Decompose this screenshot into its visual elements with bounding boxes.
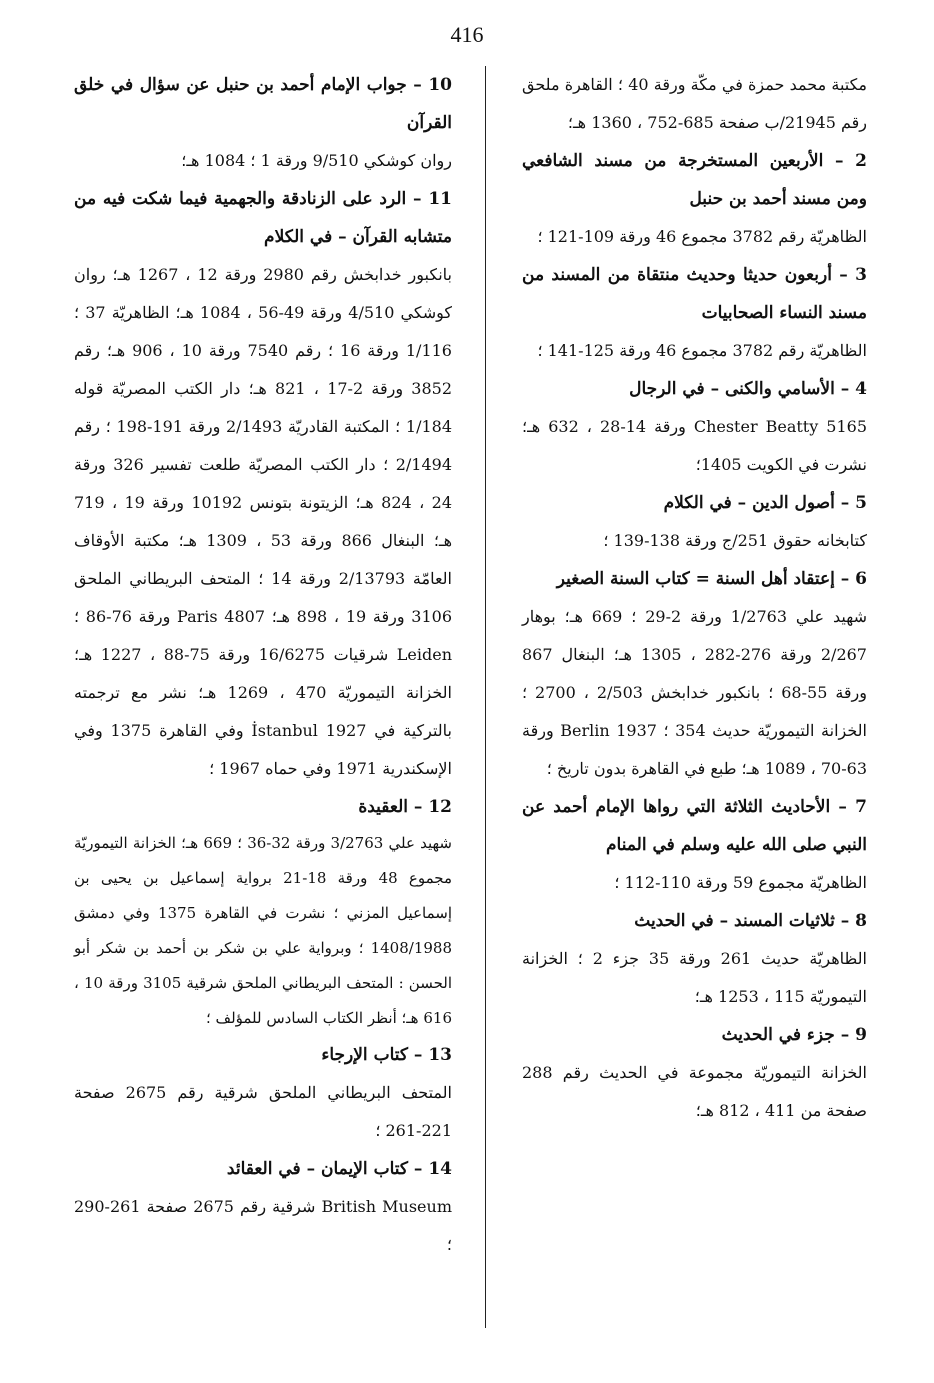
column-divider [485, 66, 486, 1328]
entry-14 [74, 1150, 452, 1264]
entry-body: Chester Beatty 5165 ورقة 14-28 ، 632 هـ؛ نشرت في الكويت 1405؛ [522, 417, 868, 474]
entry-heading: 4 – الأسامي والكنى – في الرجال [629, 379, 867, 399]
right-column [522, 66, 867, 1130]
entry-heading: 11 – الرد على الزنادقة والجهمية فيما شكت فيه من متشابه القرآن – في الكلام [74, 189, 452, 247]
entry-body: British Museum شرقية رقم 2675 صفحة 261-290 ؛ [74, 1197, 452, 1254]
entry-heading: 12 – العقيدة [358, 797, 452, 817]
entry-heading: 6 – إعتقاد أهل السنة = كتاب السنة الصغير [556, 569, 867, 589]
entry-body: المتحف البريطاني الملحق شرقية رقم 2675 صفحة 221-261 ؛ [74, 1083, 452, 1140]
entry-body: الظاهريّة حديث 261 ورقة 35 جزء 2 ؛ الخزانة التيموريّة 115 ، 1253 هـ؛ [522, 949, 867, 1006]
entry-13 [74, 1036, 452, 1150]
entry-6 [522, 560, 867, 788]
entry-body: الظاهريّة مجموع 59 ورقة 110-112 ؛ [614, 873, 867, 892]
entry-heading: 5 – أصول الدين – في الكلام [663, 493, 867, 513]
entry-7 [522, 788, 867, 902]
entry-continued [522, 66, 867, 142]
entry-11 [74, 180, 452, 788]
entry-body: الخزانة التيموريّة مجموعة في الحديث رقم 288 صفحة من 411 ، 812 هـ؛ [522, 1063, 867, 1120]
entry-2 [522, 142, 867, 256]
entry-body: كتابخانه حقوق 251/ج ورقة 138-139 ؛ [603, 531, 867, 550]
entry-heading: 13 – كتاب الإرجاء [321, 1045, 452, 1065]
entry-9 [522, 1016, 867, 1130]
entry-10 [74, 66, 452, 180]
entry-heading: 9 – جزء في الحديث [721, 1025, 867, 1045]
entry-heading: 8 – ثلاثيات المسند – في الحديث [634, 911, 867, 931]
entry-body: الظاهريّة رقم 3782 مجموع 46 ورقة 109-121 ؛ [537, 227, 867, 246]
entry-heading: 14 – كتاب الإيمان – في العقائد [226, 1159, 452, 1179]
entry-body: شهيد علي 1/2763 ورقة 2-29 ؛ 669 هـ؛ بوهار 2/267 ورقة 276-282 ، 1305 هـ؛ البنغال 867 ورقة 55-68 ؛ بانكبور خدابخش 2/503 ، 2700 ؛ الخزانة التيموريّة حديث 354 ؛ Berlin 1937 ورقة 63-70 ، 1089 هـ؛ طبع في القاهرة بدون تاريخ ؛ [522, 607, 868, 778]
entry-heading: 7 – الأحاديث الثلاثة التي رواها الإمام أحمد عن النبي صلى الله عليه وسلم في المنام [522, 797, 867, 855]
entry-4 [522, 370, 867, 484]
entry-3 [522, 256, 867, 370]
entry-body: بانكبور خدابخش رقم 2980 ورقة 12 ، 1267 هـ؛ روان كوشكي 4/510 ورقة 49-56 ، 1084 هـ؛ الظاهريّة 37 ؛ 1/116 ورقة 16 ؛ رقم 7540 ورقة 10 ، 906 هـ؛ رقم 3852 ورقة 2-17 ، 821 هـ؛ دار الكتب المصريّة قوله 1/184 ؛ المكتبة القادريّة 2/1493 ورقة 191-198 ؛ رقم 2/1494 ؛ دار الكتب المصريّة طلعت تفسير 326 ورقة 24 ، 824 هـ؛ الزيتونة بتونس 10192 ورقة 19 ، 719 هـ؛ البنغال 866 ورقة 53 ، 1309 هـ؛ مكتبة الأوقاف العامّة 2/13793 ورقة 14 ؛ المتحف البريطاني الملحق 3106 ورقة 19 ، 898 هـ؛ Paris 4807 ورقة 76-86 ؛ Leiden شرقيات 16/6275 ورقة 75-88 ، 1227 هـ؛ الخزانة التيموريّة 470 ، 1269 هـ؛ نشر مع ترجمته بالتركية في İstanbul 1927 وفي القاهرة 1375 وفي الإسكندرية 1971 وفي حماه 1967 ؛ [74, 265, 453, 778]
entry-body: روان كوشكي 9/510 ورقة 1 ؛ 1084 هـ؛ [181, 151, 452, 170]
entry-heading: 3 – أربعون حديثا وحديث منتقاة من المسند من مسند النساء الصحابيات [522, 265, 867, 323]
entry-body: شهيد علي 3/2763 ورقة 32-36 ؛ 669 هـ؛ الخزانة التيموريّة مجموع 48 ورقة 18-21 برواية إسماعيل بن يحيى بن إسماعيل المزني ؛ نشرت في القاهرة 1375 وفي دمشق 1408/1988 ؛ وبرواية علي بن شكر بن أحمد بن شكر أبو الحسن : المتحف البريطاني الملحق شرقية 3105 ورقة 10 ، 616 هـ؛ أنظر الكتاب السادس للمؤلف ؛ [74, 834, 452, 1027]
entry-5 [522, 484, 867, 560]
entry-heading: 2 – الأربعين المستخرجة من مسند الشافعي ومن مسند أحمد بن حنبل [522, 151, 867, 209]
page-number: 416 [450, 22, 484, 47]
left-column [74, 66, 452, 1264]
entry-8 [522, 902, 867, 1016]
entry-body: مكتبة محمد حمزة في مكّة ورقة 40 ؛ القاهرة ملحق رقم 21945/ب صفحة 685-752 ، 1360 هـ؛ [522, 75, 868, 132]
entry-heading: 10 – جواب الإمام أحمد بن حنبل عن سؤال في خلق القرآن [74, 75, 452, 133]
entry-12 [74, 788, 452, 1036]
entry-body: الظاهريّة رقم 3782 مجموع 46 ورقة 125-141 ؛ [537, 341, 867, 360]
